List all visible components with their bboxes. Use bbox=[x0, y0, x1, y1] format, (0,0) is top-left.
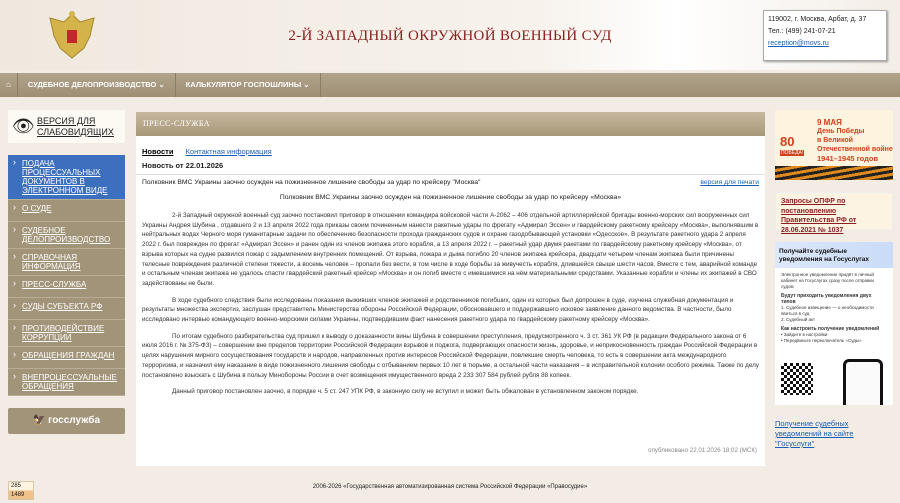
sidebar-menu bbox=[8, 155, 125, 396]
left-sidebar bbox=[8, 110, 125, 434]
article-paragraph: Данный приговор постановлен заочно, в порядке ч. 5 ст. 247 УПК РФ, в законную силу не вступил и может быть обжалован в установленном законом порядке. bbox=[172, 388, 639, 396]
gosuslugi-notifications-banner[interactable] bbox=[775, 242, 893, 405]
sidebar-item-about[interactable]: › О СУДЕ bbox=[8, 200, 125, 222]
gosu-how-title: Как настроить получение уведомлений bbox=[781, 326, 880, 332]
news-date: Новость от 22.01.2026 bbox=[136, 156, 765, 175]
eagle-icon: 🦅 bbox=[32, 415, 49, 426]
nav-court-proceedings[interactable]: СУДЕБНОЕ ДЕЛОПРОИЗВОДСТВО ⌄ bbox=[18, 73, 176, 97]
section-title: ПРЕСС-СЛУЖБА bbox=[136, 112, 765, 136]
gosu-type1: 1. Судебное извещение — о необходимости явиться в суд bbox=[781, 305, 874, 316]
gosu-type2: 2. Судебный акт bbox=[781, 317, 816, 322]
low-vision-button[interactable] bbox=[8, 110, 125, 143]
counter-total: 1489 bbox=[11, 492, 25, 498]
gossluzhba-button[interactable] bbox=[8, 408, 125, 434]
article-paragraph: В ходе судебного следствия были исследованы показания выживших членов экипажей и родственников погибших, один из которых был допрошен в суде, изучена служебная документация и результаты множества экспертиз, заслушан представитель Министерства обороны Российской Федерации, обосновавшего и поддержавшего исковое заявление данного ведомства. В частности, было исследовано интервью командующего военно-морскими силами Украины, подтвердившим факт нанесения ракетного удара по гвардейскому ракетному крейсеру «Москва». bbox=[142, 296, 734, 324]
gosuslugi-notifications-link[interactable]: Получение судебных уведомлений на сайте "Госуслуги" bbox=[775, 419, 854, 448]
site-title: 2-Й ЗАПАДНЫЙ ОКРУЖНОЙ ВОЕННЫЙ СУД bbox=[288, 28, 612, 44]
gosu-types-title: Будут приходить уведомления двух типов bbox=[781, 293, 872, 305]
sidebar-item-anticorruption[interactable]: › ПРОТИВОДЕЙСТВИЕ КОРРУПЦИИ bbox=[8, 320, 125, 347]
sidebar-item-proceedings[interactable]: › СУДЕБНОЕ ДЕЛОПРОИЗВОДСТВО bbox=[8, 222, 125, 249]
sidebar-item-courts[interactable]: › СУДЫ СУБЪЕКТА РФ bbox=[8, 298, 125, 320]
email-link[interactable]: reception@movs.ru bbox=[768, 40, 829, 47]
site-header bbox=[0, 0, 900, 70]
article-title: Полковник ВМС Украины заочно осужден на пожизненное лишение свободы за удар по крейсеру «Москва» bbox=[279, 194, 622, 201]
sidebar-item-appeals[interactable]: › ОБРАЩЕНИЯ ГРАЖДАН bbox=[8, 347, 125, 369]
top-nav bbox=[0, 73, 900, 97]
gosu-title: Получайте судебные уведомления на Госуслугах bbox=[775, 242, 893, 268]
victory-day-banner[interactable] bbox=[775, 110, 893, 180]
victory-badge: ПОБЕДА! bbox=[781, 150, 804, 156]
phone: Тел.: (499) 241-07-21 bbox=[768, 28, 836, 35]
print-version-link[interactable]: версия для печати bbox=[700, 179, 759, 186]
qr-code-icon bbox=[781, 363, 813, 395]
news-headline: Полковник ВМС Украины заочно осужден на пожизненное лишение свободы за удар по крейсеру "Москва" bbox=[142, 179, 481, 186]
sidebar-item-press[interactable]: › ПРЕСС-СЛУЖБА bbox=[8, 276, 125, 298]
gossluzhba-label: госслужба bbox=[48, 415, 101, 426]
low-vision-label: ВЕРСИЯ ДЛЯ СЛАБОВИДЯЩИХ bbox=[37, 115, 114, 137]
right-sidebar bbox=[775, 110, 893, 449]
gosu-intro: Электронное уведомление придёт в личный кабинет на Госуслугах сразу после отправки судом bbox=[781, 272, 874, 289]
gosu-step2: • Передвиньте переключатель «Суды» bbox=[781, 338, 862, 343]
contact-box bbox=[763, 10, 887, 61]
address: 119002, г. Москва, Арбат, д. 37 bbox=[768, 16, 867, 23]
tab-contacts[interactable]: Контактная информация bbox=[185, 147, 272, 156]
main-panel bbox=[136, 112, 765, 466]
article-paragraph: 2-й Западный окружной военный суд заочно постановил приговор в отношении командира войсковой части А-2062 – 406 отдельной артиллерийской бригады военно-морских сил вооруженных сил Украины Андрея Шубина , отдавшего 2 и 13 апреля 2022 года приказы своим починенным нанести ракетные удары по фрегату «Адмирал Эссен» и гвардейскому ракетному крейсеру «Москва», выполнявшим в нейтральных водах Черного моря гуманитарные задачи по обеспечению безопасности прохода гражданских судов и охране газодобывающей установки «Одесское». В результате ракетного удара 2 апреля 2022 г. был поврежден по фрегат «Адмирал Эссен» и ранен один из членов экипажа этого корабля, а 13 апреля 2022 г. – ракетный удар двумя ракетами по гвардейскому ракетному крейсеру «Москва», от взрыва которых на судне развился пожар с задымлением внутренних помещений. От взрыва, пожара и дыма погибло 20 членов экипажа крейсера, двадцати четырем членам экипажа были причинены телесные повреждения различной степени тяжести, а восемь человек – пропали без вести, в том числе в ходе борьбы за живучесть корабля, длившейся свыше шести часов. Вместе с тем, аварийной команде и остальным членам экипажа не удалось спасти гвардейский ракетный крейсер «Москва» и он погиб вместе с имевшимися на нём материальными средствами. Указанные корабли и члены их экипажей в СВО задействованы не были. bbox=[142, 212, 759, 287]
nav-fee-calculator[interactable]: КАЛЬКУЛЯТОР ГОСПОШЛИНЫ ⌄ bbox=[176, 73, 321, 97]
tabs bbox=[136, 136, 765, 156]
article-paragraph: По итогам судебного разбирательства суд пришел к выводу о доказанности вины Шубина в совершении преступления, предусмотренного ч. 3 ст. 361 УК РФ (в редакции Федерального закона от 6 июля 2016 г. № 375-ФЗ) – совершении вне пределов территории Российской Федерации взрывов и поджога, подвергающих опасности жизнь, здоровье, и неприкосновенность граждан Российской Федерации в целях нарушения мирного сосуществования государств и народов, направленных против интересов Российской Федерации, повлекшие смерть человека, то есть в совершении акта международного терроризма, и назначил ему наказание в виде пожизненного лишения свободы с отбыванием первых 10 лет в тюрьме, а остальной части наказания – в исправительной колонии особого режима. Также по делу постановлено взыскать с Шубина в пользу Минобороны России в счет возмещения имущественного вреда 2 233 307 584 рублей рубля 88 копеек. bbox=[142, 332, 759, 379]
victory-80: 80 bbox=[780, 134, 795, 149]
sidebar-item-e-filing[interactable]: › ПОДАЧА ПРОЦЕССУАЛЬНЫХ ДОКУМЕНТОВ В ЭЛЕКТРОННОМ ВИДЕ bbox=[8, 155, 125, 200]
opfr-link[interactable]: Запросы ОПФР по постановлению Правительства РФ от 28.06.2021 № 1037 bbox=[775, 192, 893, 230]
footer-copyright: 2006-2026 «Государственная автоматизированная система Российской Федерации «Правосудие» bbox=[312, 484, 588, 490]
home-icon[interactable]: ⌂ bbox=[0, 73, 18, 97]
st-george-ribbon bbox=[775, 166, 893, 180]
sidebar-item-reference[interactable]: › СПРАВОЧНАЯ ИНФОРМАЦИЯ bbox=[8, 249, 125, 276]
sidebar-item-extra-appeals[interactable]: › ВНЕПРОЦЕССУАЛЬНЫЕ ОБРАЩЕНИЯ bbox=[8, 369, 125, 396]
victory-text: 9 МАЯ День Победы в Великой Отечественной войне 1941–1945 годов bbox=[817, 118, 893, 163]
published-date: опубликовано 22.01.2026 18:02 (МСК) bbox=[648, 447, 757, 454]
gosu-step1: • Зайдите в настройки bbox=[781, 332, 828, 337]
tab-news[interactable]: Новости bbox=[142, 147, 174, 156]
article-body bbox=[136, 201, 765, 397]
phone-icon bbox=[843, 359, 883, 405]
eye-icon: 👁 bbox=[12, 116, 35, 136]
counter-today: 285 bbox=[11, 483, 22, 489]
